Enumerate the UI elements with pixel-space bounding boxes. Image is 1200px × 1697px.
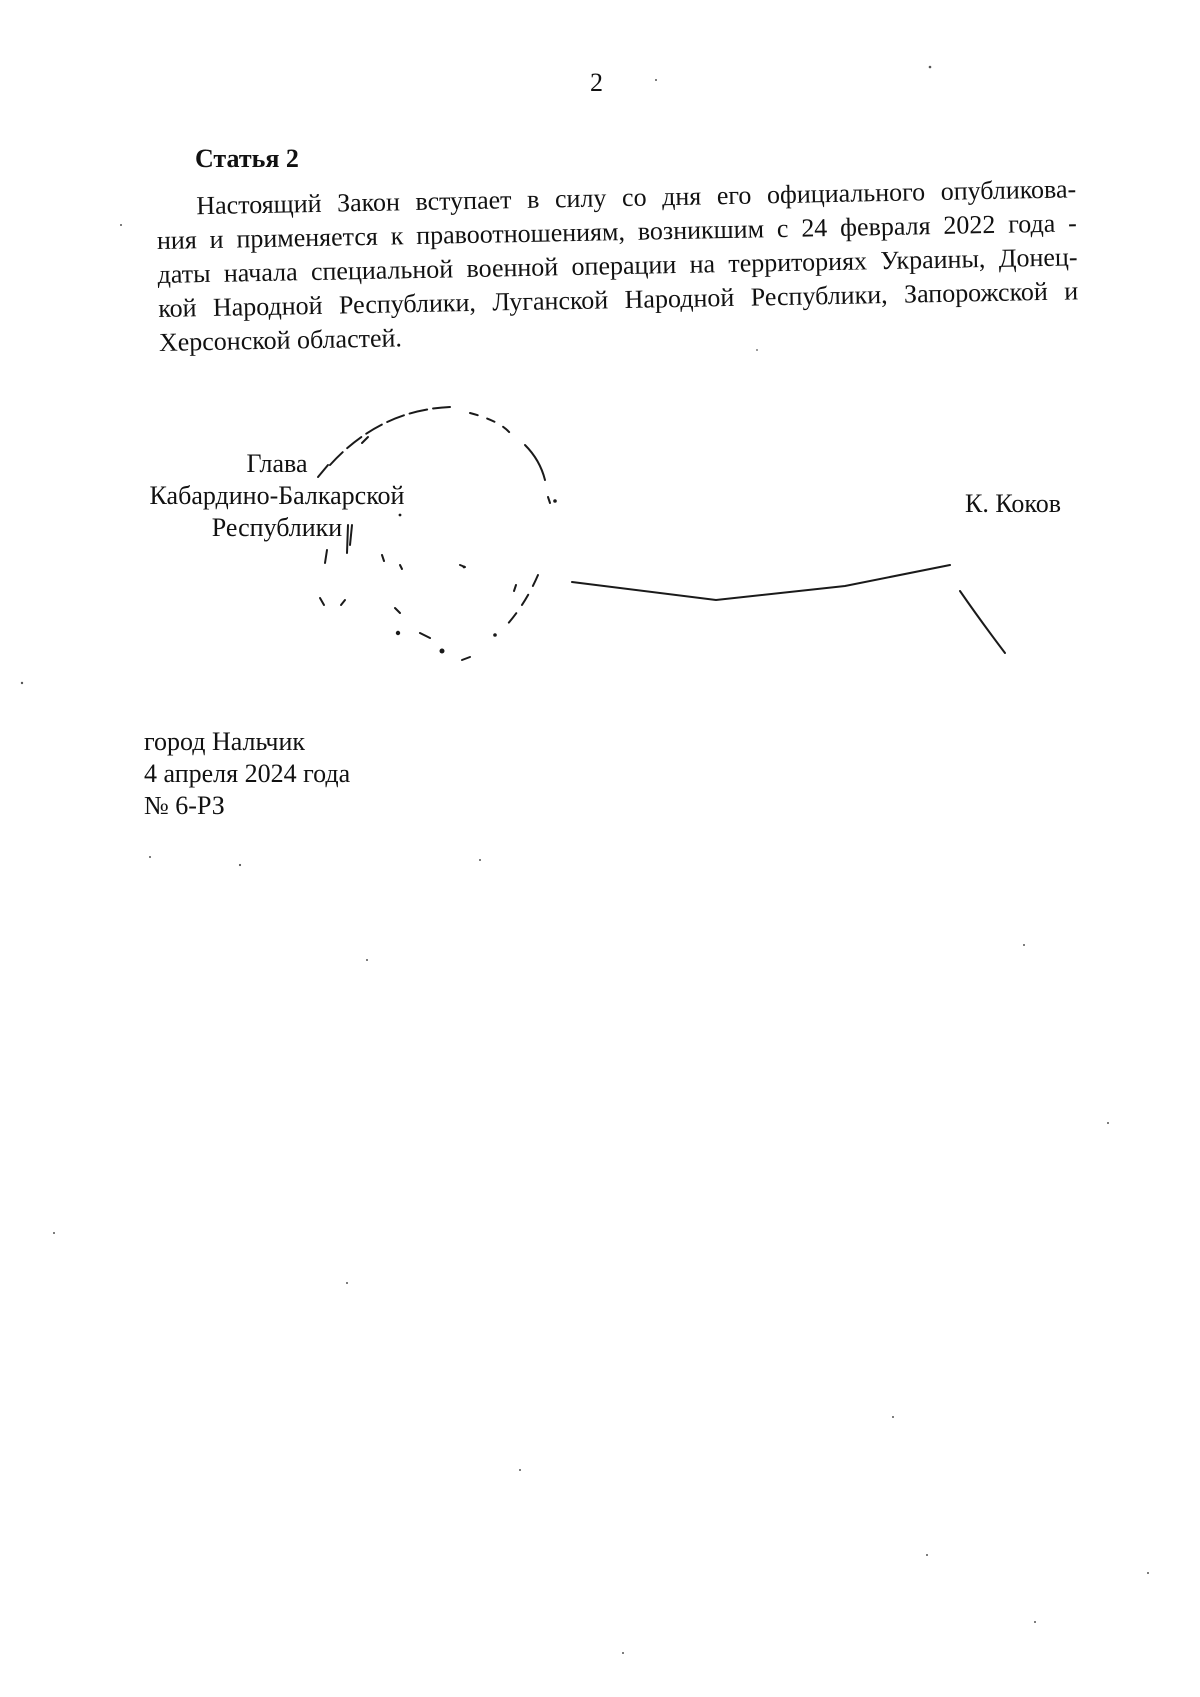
signatory-title [132, 448, 422, 544]
body-line-1: Настоящий Закон вступает в силу со дня его официального опубликова- [196, 174, 1077, 221]
body-line-4: кой Народной Республики, Луганской Народной Республики, Запорожской и [157, 276, 1079, 323]
signer-name: К. Коков [965, 489, 1061, 518]
signature-stroke [572, 565, 950, 600]
article-heading: Статья 2 [195, 144, 299, 173]
date: 4 апреля 2024 года [144, 759, 351, 788]
body-line-2: ния и применяется к правоотношениям, возникшим с 24 февраля 2022 года - [156, 208, 1078, 255]
body-line-3: даты начала специальной военной операции на территориях Украины, Донец- [157, 242, 1078, 289]
page-number: 2 [590, 68, 603, 97]
place-date-block [144, 726, 350, 822]
article-body [156, 172, 1079, 360]
law-number: № 6-РЗ [144, 791, 225, 820]
signatory-title-line-2: Кабардино-Балкарской [149, 481, 405, 510]
signatory-title-line-1: Глава [246, 449, 308, 478]
signatory-title-line-3: Республики [211, 513, 343, 542]
place: город Нальчик [144, 727, 306, 756]
body-line-5: Херсонской областей. [158, 323, 403, 357]
